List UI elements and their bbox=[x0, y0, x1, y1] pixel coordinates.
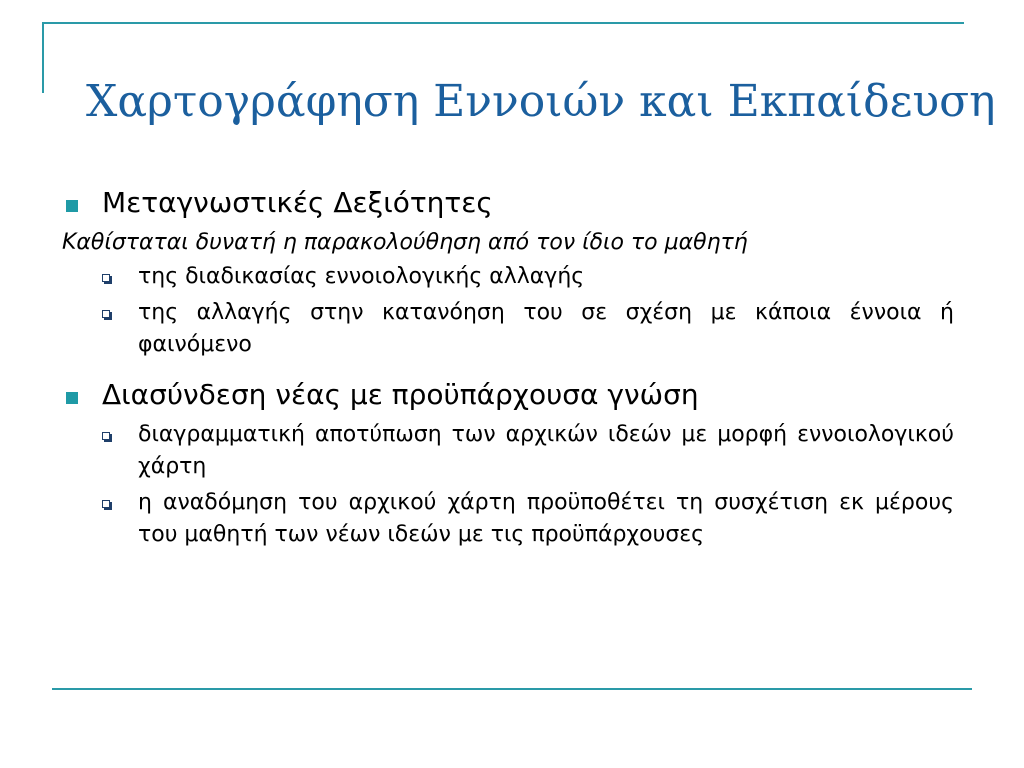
bottom-horizontal-rule bbox=[52, 688, 972, 690]
sub-bullet-text: διαγραμματική αποτύπωση των αρχικών ιδεών με μορφή εννοιολογικού χάρτη bbox=[138, 422, 954, 479]
top-vertical-rule bbox=[42, 22, 44, 93]
top-horizontal-rule bbox=[42, 22, 964, 24]
sub-bullet-item bbox=[62, 419, 954, 483]
slide-body bbox=[62, 183, 954, 555]
bullet-heading-metacognitive bbox=[62, 183, 954, 223]
bullet-heading-connection bbox=[62, 375, 954, 415]
box-bullet-icon bbox=[102, 310, 110, 318]
sub-bullet-item bbox=[62, 297, 954, 361]
sub-bullet-item bbox=[62, 487, 954, 551]
slide-title: Χαρτογράφηση Εννοιών και Εκπαίδευση bbox=[86, 76, 996, 127]
square-bullet-icon bbox=[66, 200, 78, 212]
heading-text: Διασύνδεση νέας με προϋπάρχουσα γνώση bbox=[102, 378, 699, 411]
lead-sentence: Καθίσταται δυνατή η παρακολούθηση από τον ίδιο το μαθητή bbox=[62, 230, 748, 255]
sub-bullet-item bbox=[62, 261, 954, 293]
box-bullet-icon bbox=[102, 274, 110, 282]
square-bullet-icon bbox=[66, 392, 78, 404]
sub-bullet-text: της αλλαγής στην κατανόηση του σε σχέση με κάποια έννοια ή φαινόμενο bbox=[138, 300, 954, 357]
sub-bullet-text: η αναδόμηση του αρχικού χάρτη προϋποθέτει τη συσχέτιση εκ μέρους του μαθητή των νέων ιδεών με τις προϋπάρχουσες bbox=[138, 490, 954, 547]
box-bullet-icon bbox=[102, 500, 110, 508]
box-bullet-icon bbox=[102, 432, 110, 440]
sub-bullet-text: της διαδικασίας εννοιολογικής αλλαγής bbox=[138, 264, 585, 289]
heading-text: Μεταγνωστικές Δεξιότητες bbox=[102, 186, 493, 219]
